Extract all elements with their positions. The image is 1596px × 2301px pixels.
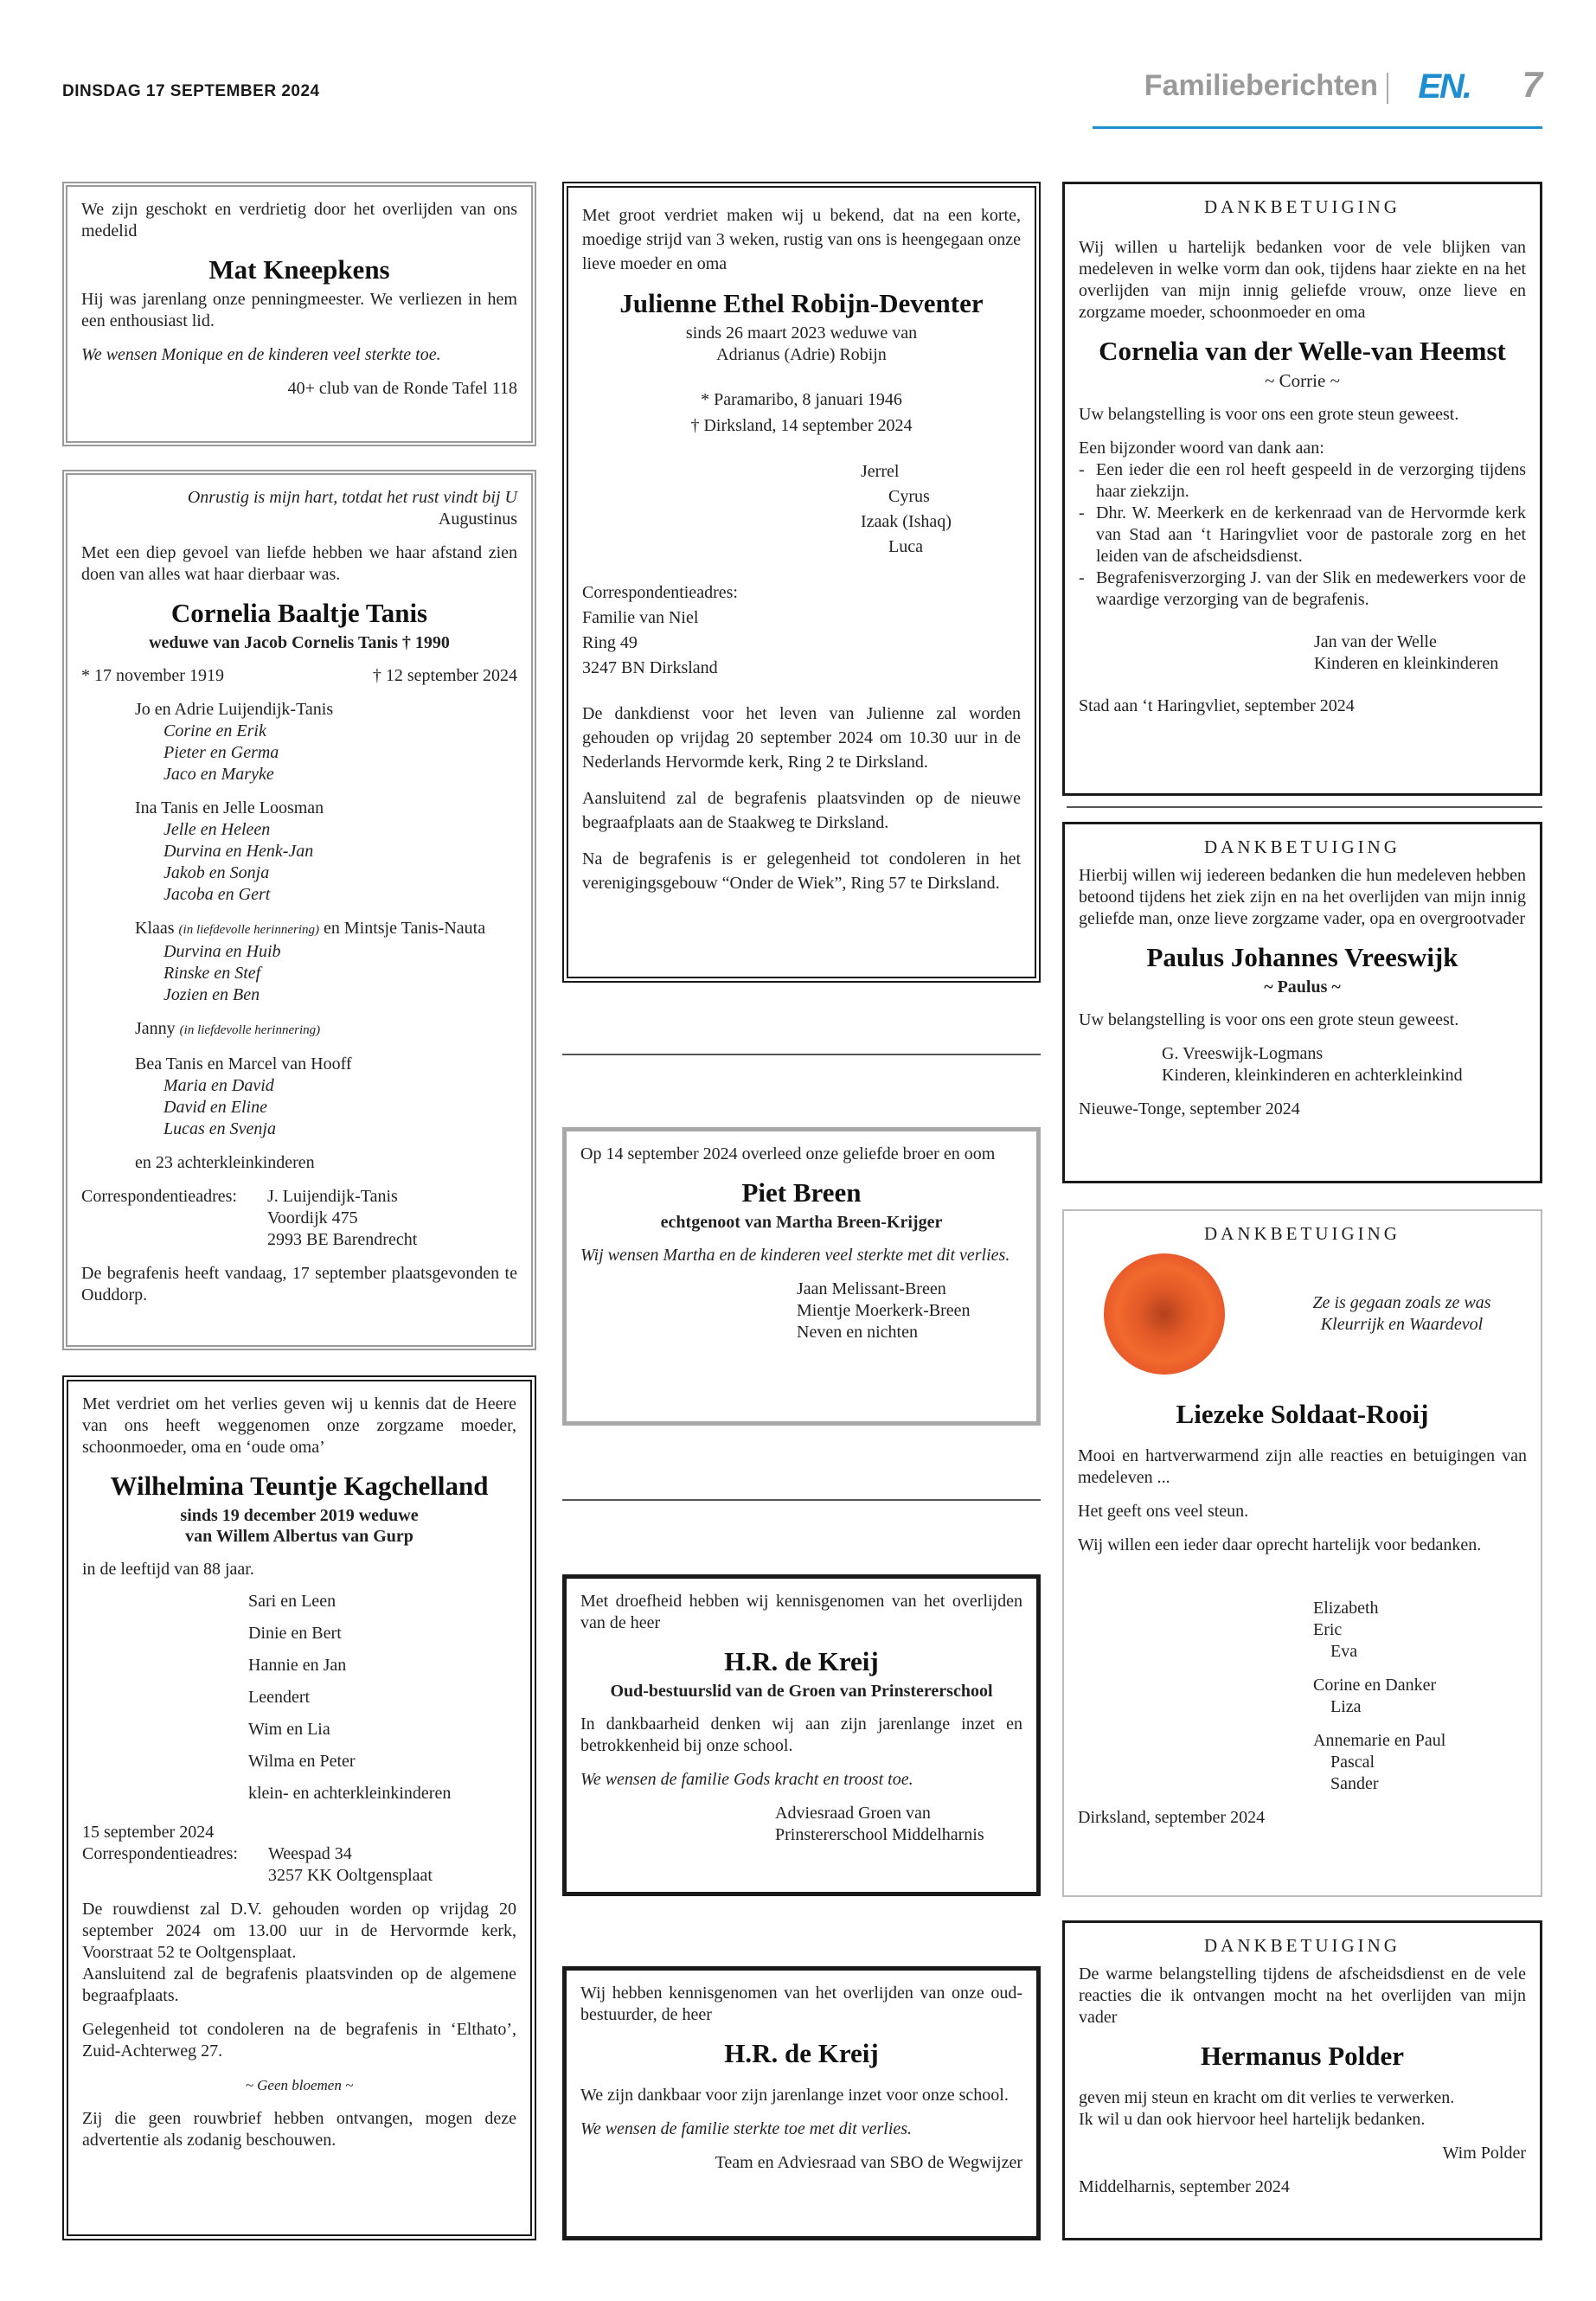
deceased-name: Mat Kneepkens [208, 254, 390, 285]
family-head: Jo en Adrie Luijendijk-Tanis [135, 700, 334, 719]
family-member: Izaak (Ishaq) [861, 512, 952, 531]
ad-text: Ik wil u dan ook hiervoor heel hartelijk bedanken. [1079, 2110, 1426, 2129]
signer: Neven en nichten [797, 1323, 918, 1342]
deceased-subtitle: echtgenoot van Martha Breen-Krijger [660, 1213, 943, 1232]
family-list [582, 459, 1021, 560]
family-member: Sander [1330, 1774, 1379, 1793]
family-head-partner: en Mintsje Tanis-Nauta [319, 919, 486, 938]
ad-hermanus-polder [1062, 1920, 1542, 2240]
deceased-subtitle: Oud-bestuurslid van de Groen van Prinstererschool [610, 1682, 993, 1701]
ad-hr-de-kreij-sbo [562, 1966, 1041, 2240]
en-logo: EN. [1418, 67, 1471, 106]
deceased-subtitle: weduwe van Jacob Cornelis Tanis † 1990 [149, 633, 450, 652]
thanks-list [1079, 459, 1526, 611]
deceased-subtitle: sinds 26 maart 2023 weduwe van [685, 324, 918, 343]
masthead-divider [1387, 73, 1388, 104]
family-member: Jacoba en Gert [163, 885, 271, 904]
family-member: Jakob en Sonja [163, 863, 270, 882]
place-date: Stad aan ‘t Haringvliet, september 2024 [1079, 696, 1355, 715]
place-date: Dirksland, september 2024 [1078, 1808, 1266, 1827]
ad-julienne-robijn [562, 182, 1041, 983]
burial-note: Aansluitend zal de begrafenis plaatsvinden op de nieuwe begraafplaats aan de Staakweg te Dirksland. [582, 789, 1021, 832]
signer: G. Vreeswijk-Logmans [1162, 1044, 1324, 1063]
family-member: Dinie en Bert [248, 1624, 342, 1643]
family-head: Corine en Danker [1313, 1676, 1437, 1695]
family-head: Bea Tanis en Marcel van Hooff [135, 1054, 352, 1074]
header-rule [1093, 126, 1542, 129]
deceased-name: Piet Breen [741, 1177, 862, 1208]
deceased-nickname: ~ Corrie ~ [1265, 370, 1340, 391]
family-member: Jerrel [861, 462, 900, 481]
family-member: Pascal [1330, 1753, 1375, 1772]
family-member: Jozien en Ben [163, 985, 260, 1004]
support-note: Uw belangstelling is voor ons een grote steun geweest. [1079, 405, 1459, 424]
family-head-name: Janny [135, 1019, 180, 1038]
mourning-card-note: Zij die geen rouwbrief hebben ontvangen, mogen deze advertentie als zodanig beschouwen. [82, 2109, 516, 2150]
corr-line: 2993 BE Barendrecht [267, 1230, 418, 1249]
service-note: De rouwdienst zal D.V. gehouden worden op vrijdag 20 september 2024 om 13.00 uur in de Hervormde kerk, Voorstraat 52 te Ooltgensplaat. [82, 1900, 516, 1962]
ad-text: Wij willen een ieder daar oprecht hartelijk voor bedanken. [1078, 1535, 1482, 1554]
page-number: 7 [1522, 64, 1542, 105]
dankbetuiging-title: DANKBETUIGING [1204, 1223, 1401, 1244]
corr-line: Voordijk 475 [267, 1208, 358, 1227]
family-member: Hannie en Jan [248, 1656, 347, 1675]
flower-icon [1104, 1253, 1225, 1375]
birth-date: * Paramaribo, 8 januari 1946 [701, 390, 902, 409]
ad-text: We zijn dankbaar voor zijn jarenlange inzet voor onze school. [580, 2086, 1009, 2105]
ad-signature [1079, 1043, 1526, 1086]
masthead [1142, 64, 1542, 111]
corr-line: J. Luijendijk-Tanis [267, 1187, 398, 1206]
family-head [81, 1018, 517, 1042]
deceased-name: Cornelia van der Welle-van Heemst [1099, 336, 1506, 366]
column-divider [562, 1499, 1041, 1501]
ad-date: 15 september 2024 [82, 1823, 215, 1842]
family-list [82, 1586, 516, 1810]
ad-signature: Team en Adviesraad van SBO de Wegwijzer [715, 2153, 1022, 2172]
quote-line: Ze is gegaan zoals ze was [1312, 1293, 1491, 1312]
corr-line: 3247 BN Dirksland [582, 658, 718, 677]
deceased-subtitle: sinds 19 december 2019 weduwe [180, 1506, 419, 1525]
corr-line: Ring 49 [582, 633, 638, 652]
ad-intro: Hierbij willen wij iedereen bedanken die hun medeleven hebben betoond tijdens het ziek zijn en na het overlijden van mijn innig geliefde man, onze lieve zorgzame vader, opa en overgrootvader [1079, 866, 1526, 928]
ad-wish: We wensen de familie sterkte toe met dit verlies. [580, 2119, 913, 2138]
family-member: Wim en Lia [248, 1720, 330, 1739]
ad-piet-breen [562, 1127, 1041, 1426]
support-note: Uw belangstelling is voor ons een grote steun geweest. [1079, 1010, 1459, 1029]
ad-text: Hij was jarenlang onze penningmeester. We verliezen in hem een enthousiast lid. [81, 290, 517, 330]
thanks-item: - Dhr. W. Meerkerk en de kerkenraad van de Hervormde kerk van Stad aan ‘t Haringvliet voor de pastorale zorg en het leiden van de afscheidsdienst. [1079, 503, 1526, 567]
memory-note: (in liefdevolle herinnering) [179, 1023, 321, 1037]
deceased-name: Cornelia Baaltje Tanis [170, 598, 428, 628]
column-divider [562, 1054, 1041, 1055]
ad-quote: Onrustig is mijn hart, totdat het rust vindt bij U [187, 488, 517, 507]
deceased-name: Wilhelmina Teuntje Kagchelland [110, 1471, 489, 1501]
section-title: Familieberichten [1144, 69, 1378, 102]
correspondence-address [81, 1186, 517, 1251]
signer: Kinderen, kleinkinderen en achterkleinkind [1162, 1066, 1463, 1085]
ad-intro: Op 14 september 2024 overleed onze geliefde broer en oom [580, 1144, 996, 1163]
deceased-name: Hermanus Polder [1200, 2041, 1405, 2071]
ad-text: In dankbaarheid denken wij aan zijn jarenlange inzet en betrokkenheid bij onze school. [580, 1715, 1022, 1755]
ad-wish: Wij wensen Martha en de kinderen veel sterkte met dit verlies. [580, 1246, 1010, 1265]
family-member: Cyrus [888, 487, 930, 506]
deceased-name: Liezeke Soldaat-Rooij [1176, 1399, 1429, 1429]
signer: Prinstererschool Middelharnis [775, 1825, 984, 1844]
family-member: Leendert [248, 1688, 311, 1707]
dankbetuiging-title: DANKBETUIGING [1204, 196, 1401, 217]
family-member: Liza [1330, 1697, 1362, 1716]
ad-intro: Wij willen u hartelijk bedanken voor de vele blijken van medeleven in welke vorm dan ook, tijdens haar ziekte en na het overlijden van mijn innig geliefde vrouw, onze lieve en zorgzame moeder, schoonmoeder en oma [1079, 238, 1526, 322]
family-member: Maria en David [163, 1076, 274, 1095]
family-member: Sari en Leen [248, 1592, 337, 1611]
corr-line: 3257 KK Ooltgensplaat [268, 1866, 433, 1885]
family-member: klein- en achterkleinkinderen [248, 1784, 452, 1803]
life-dates [81, 665, 517, 687]
place-date: Nieuwe-Tonge, september 2024 [1079, 1099, 1300, 1118]
ad-text: Mooi en hartverwarmend zijn alle reacties en betuigingen van medeleven ... [1078, 1446, 1527, 1487]
deceased-subtitle: Adrianus (Adrie) Robijn [716, 345, 887, 364]
corr-line: Familie van Niel [582, 608, 699, 627]
family-head-name: Klaas [135, 919, 179, 938]
signer: Jaan Melissant-Breen [797, 1279, 946, 1298]
ad-signature: 40+ club van de Ronde Tafel 118 [287, 379, 517, 398]
ad-intro: We zijn geschokt en verdrietig door het overlijden van ons medelid [81, 200, 517, 240]
family-member: Rinske en Stef [163, 964, 261, 983]
ad-intro: Met droefheid hebben wij kennisgenomen van het overlijden van de heer [580, 1592, 1022, 1632]
ad-wish: We wensen Monique en de kinderen veel sterkte toe. [81, 345, 441, 364]
ad-cornelia-tanis [62, 470, 536, 1350]
column-divider [1067, 806, 1542, 808]
family-member: Pieter en Germa [163, 743, 279, 762]
corr-line: Weespad 34 [268, 1844, 352, 1863]
family-member: David en Eline [163, 1098, 267, 1117]
family-head: Annemarie en Paul [1313, 1731, 1446, 1750]
thanks-heading: Een bijzonder woord van dank aan: [1079, 439, 1324, 458]
birth-date: * 17 november 1919 [81, 666, 224, 685]
dankbetuiging-title: DANKBETUIGING [1204, 836, 1401, 857]
family-head: Elizabeth [1313, 1599, 1379, 1618]
deceased-subtitle: van Willem Albertus van Gurp [185, 1527, 413, 1546]
ad-intro: Met verdriet om het verlies geven wij u kennis dat de Heere van ons heeft weggenomen onze zorgzame moeder, schoonmoeder, oma en ‘oude oma’ [82, 1394, 516, 1457]
family-member: Durvina en Huib [163, 942, 281, 961]
correspondence-address [582, 580, 1021, 681]
family-member: Luca [888, 537, 923, 556]
family-member: Eva [1330, 1642, 1358, 1661]
family-member: Corine en Erik [163, 721, 266, 740]
family-head [81, 918, 517, 941]
signer: Adviesraad Groen van [775, 1804, 931, 1823]
ad-cornelia-van-der-welle [1062, 182, 1542, 796]
thanks-item: - Een ieder die een rol heeft gespeeld in de verzorging tijdens haar ziekzijn. [1079, 459, 1526, 503]
family-member: Lucas en Svenja [163, 1119, 276, 1138]
signer: Mientje Moerkerk-Breen [797, 1301, 971, 1320]
funeral-note: De begrafenis heeft vandaag, 17 september plaatsgevonden te Ouddorp. [81, 1264, 517, 1304]
deceased-name: H.R. de Kreij [724, 1646, 879, 1676]
burial-note: Aansluitend zal de begrafenis plaatsvinden op de algemene begraafplaats. [82, 1965, 516, 2005]
quote-line: Kleurrijk en Waardevol [1320, 1315, 1484, 1334]
signer: Kinderen en kleinkinderen [1314, 654, 1499, 673]
ad-intro: Met een diep gevoel van liefde hebben we haar afstand zien doen van alles wat haar dierbaar was. [81, 543, 517, 584]
ad-liezeke-soldaat [1062, 1209, 1542, 1897]
ad-intro: Met groot verdriet maken wij u bekend, dat na een korte, moedige strijd van 3 weken, rustig van ons is heengegaan onze lieve moeder en oma [582, 206, 1021, 273]
family-member: Durvina en Henk-Jan [163, 842, 314, 861]
family-member: Wilma en Peter [248, 1752, 356, 1771]
ad-paulus-vreeswijk [1062, 822, 1542, 1183]
correspondence-address [82, 1843, 516, 1887]
ad-wish: We wensen de familie Gods kracht en troost toe. [580, 1770, 913, 1789]
condole-note: Gelegenheid tot condoleren na de begrafenis in ‘Elthato’, Zuid-Achterweg 27. [82, 2020, 516, 2061]
corr-label: Correspondentieadres: [82, 1844, 238, 1863]
age-line: in de leeftijd van 88 jaar. [82, 1560, 254, 1579]
deceased-name: Julienne Ethel Robijn-Deventer [619, 288, 984, 318]
ad-signature [1079, 631, 1526, 675]
service-note: De dankdienst voor het leven van Julienne zal worden gehouden op vrijdag 20 september 2024 om 10.30 uur in de Nederlands Hervormde kerk, Ring 2 te Dirksland. [582, 704, 1021, 772]
no-flowers: ~ Geen bloemen ~ [245, 2077, 354, 2093]
family-member: Jelle en Heleen [163, 820, 271, 839]
page-date: DINSDAG 17 SEPTEMBER 2024 [62, 82, 320, 100]
memory-note: (in liefdevolle herinnering) [178, 923, 319, 937]
ad-wilhelmina-kagchelland [62, 1375, 536, 2240]
ad-signature [580, 1279, 1022, 1343]
ad-signature: Wim Polder [1442, 2144, 1526, 2163]
thanks-item: - Begrafenisverzorging J. van der Slik en medewerkers voor de waardige verzorging van de begrafenis. [1079, 567, 1526, 611]
deceased-nickname: ~ Paulus ~ [1264, 977, 1341, 997]
flower-row [1078, 1253, 1527, 1375]
ad-text: Het geeft ons veel steun. [1078, 1502, 1249, 1521]
family-member: Eric [1313, 1620, 1343, 1639]
family-list [1078, 1598, 1527, 1795]
ad-text: geven mij steun en kracht om dit verlies te verwerken. [1079, 2088, 1455, 2107]
ad-hr-de-kreij-groen [562, 1574, 1041, 1896]
ad-intro: De warme belangstelling tijdens de afscheidsdienst en de vele reacties die ik ontvangen mocht na het overlijden van mijn vader [1079, 1965, 1526, 2027]
ad-intro: Wij hebben kennisgenomen van het overlijden van onze oud-bestuurder, de heer [580, 1984, 1022, 2024]
signer: Jan van der Welle [1314, 632, 1437, 651]
dankbetuiging-title: DANKBETUIGING [1204, 1935, 1401, 1956]
place-date: Middelharnis, september 2024 [1079, 2177, 1290, 2196]
death-date: † Dirksland, 14 september 2024 [690, 416, 913, 435]
ad-mat-kneepkens [62, 182, 536, 446]
deceased-name: Paulus Johannes Vreeswijk [1146, 942, 1458, 972]
death-date: † 12 september 2024 [372, 666, 517, 685]
corr-label: Correspondentieadres: [582, 583, 738, 602]
ad-signature [580, 1803, 1022, 1846]
great-grandchildren: en 23 achterkleinkinderen [135, 1153, 315, 1172]
condole-note: Na de begrafenis is er gelegenheid tot condoleren in het verenigingsgebouw “Onder de Wiek”, Ring 57 te Dirksland. [582, 849, 1021, 893]
corr-label: Correspondentieadres: [81, 1187, 237, 1206]
family-head: Ina Tanis en Jelle Loosman [135, 798, 324, 817]
family-member: Jaco en Maryke [163, 765, 274, 784]
deceased-name: H.R. de Kreij [724, 2038, 879, 2068]
ad-quote-author: Augustinus [438, 510, 517, 529]
